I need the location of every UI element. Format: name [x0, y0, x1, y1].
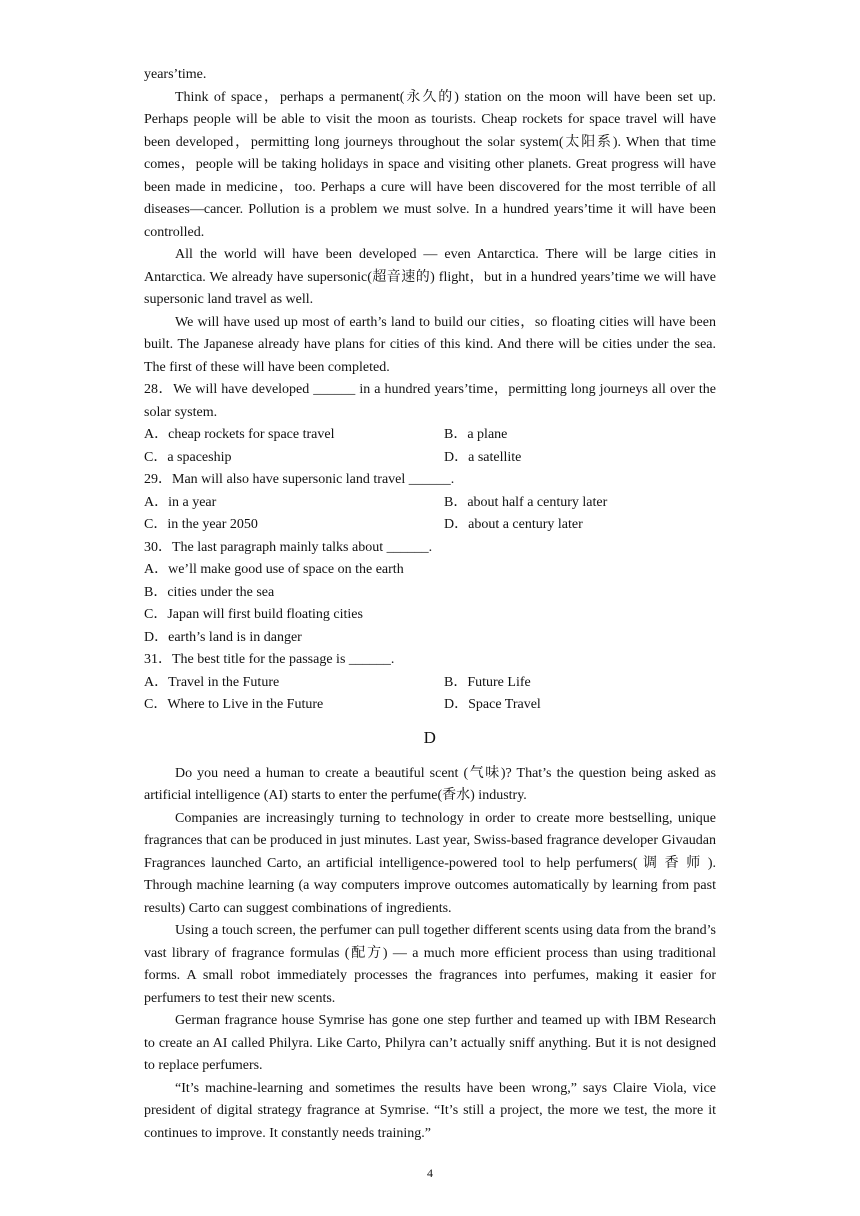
question-29	[144, 469, 716, 537]
option-c: C．in the year 2050	[144, 517, 258, 532]
options-row	[144, 424, 716, 447]
options-row	[144, 492, 716, 515]
option-d: D．a satellite	[444, 449, 522, 465]
option-b: B．cities under the sea	[144, 584, 275, 600]
question-stem: 28．We will have developed ______ in a hundred years’time，permitting long journeys all over the solar system.	[144, 382, 716, 420]
option-a: A．in a year	[144, 494, 217, 510]
option-b: B．a plane	[444, 427, 508, 442]
option-c: C．Where to Live in the Future	[144, 697, 324, 712]
option-d: D．earth’s land is in danger	[144, 629, 302, 645]
page-number: 4	[427, 1166, 433, 1180]
question-stem: 31．The best title for the passage is ______.	[144, 652, 395, 667]
options-row	[144, 447, 716, 470]
paragraph-continuation: years’time.	[144, 67, 207, 82]
question-31	[144, 649, 716, 717]
paragraph-d-3: Using a touch screen, the perfumer can pull together different scents using data from the brand’s vast library of fragrance formulas (配方) — a much more efficient process than using traditional forms. A small robot immediately processes the fragrances into perfumes, making it easier for perfumers to test their new scents.	[144, 923, 716, 1006]
paragraph-space: Think of space，perhaps a permanent(永久的) station on the moon will have been set up. Perhaps people will be able to visit the moon as tourists. Cheap rockets for space travel will have been developed，permitting long journeys throughout the solar system(太阳系). When that time comes，people will be taking holidays in space and visiting other planets. Great progress will have been made in medicine，too. Perhaps a cure will have been discovered for the most terrible of all diseases—cancer. Pollution is a problem we must solve. In a hundred years’time it will have been controlled.	[144, 89, 716, 240]
options-row	[144, 514, 716, 537]
option-a: A．we’ll make good use of space on the earth	[144, 562, 404, 577]
option-b: B．Future Life	[444, 674, 531, 690]
section-title: D	[423, 727, 437, 747]
question-30	[144, 537, 716, 650]
option-c: C．Japan will first build floating cities	[144, 607, 363, 622]
paragraph-d-4: German fragrance house Symrise has gone one step further and teamed up with IBM Research to create an AI called Philyra. Like Carto, Philyra can’t actually sniff anything. But it is not designed to replace perfumers.	[144, 1013, 716, 1073]
option-a: A．Travel in the Future	[144, 674, 280, 690]
option-a: A．cheap rockets for space travel	[144, 427, 335, 442]
option-b: B．about half a century later	[444, 494, 608, 510]
option-d: D．about a century later	[444, 517, 583, 532]
options-row	[144, 672, 716, 695]
question-28	[144, 379, 716, 469]
option-d: D．Space Travel	[444, 697, 541, 712]
paragraph-antarctica: All the world will have been developed — even Antarctica. There will be large cities in Antarctica. We already have supersonic(超音速的) flight，but in a hundred years’time we will have supersonic land travel as well.	[144, 247, 716, 307]
paragraph-d-1: Do you need a human to create a beautiful scent (气味)? That’s the question being asked as artificial intelligence (AI) starts to enter the perfume(香水) industry.	[144, 765, 716, 803]
paragraph-floating-cities: We will have used up most of earth’s land to build our cities，so floating cities will have been built. The Japanese already have plans for cities of this kind. And there will be cities under the sea. The first of these will have been completed.	[144, 314, 716, 375]
option-c: C．a spaceship	[144, 449, 232, 465]
options-row	[144, 694, 716, 717]
paragraph-d-2: Companies are increasingly turning to technology in order to create more bestselling, unique fragrances that can be produced in just minutes. Last year, Swiss-based fragrance developer Givaudan Fragrances launched Carto, an artificial intelligence-powered tool to help perfumers( 调 香 师 ). Through machine learning (a way computers improve outcomes automatically by learning from past results) Carto can suggest combinations of ingredients.	[144, 810, 716, 916]
document-page	[144, 64, 716, 1145]
question-stem: 30．The last paragraph mainly talks about ______.	[144, 539, 433, 555]
paragraph-d-5: “It’s machine-learning and sometimes the results have been wrong,” says Claire Viola, vice president of digital strategy fragrance at Symrise. “It’s still a project, the more we test, the more it continues to improve. It constantly needs training.”	[144, 1080, 716, 1141]
question-stem: 29．Man will also have supersonic land travel ______.	[144, 472, 455, 487]
